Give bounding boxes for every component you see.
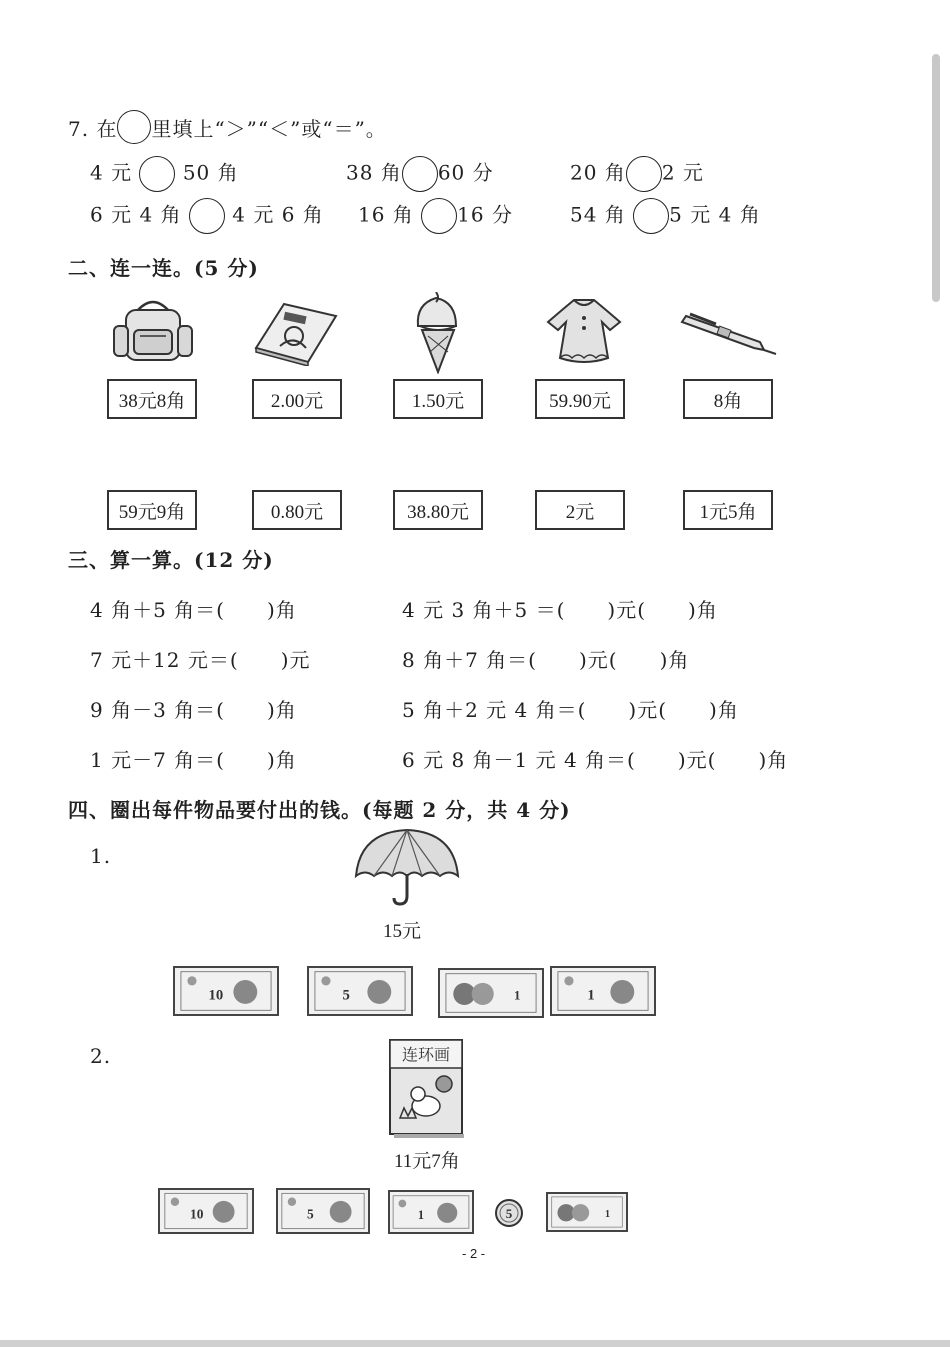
price-tag-bottom[interactable]: 2元 [535,490,625,530]
svg-text:1: 1 [605,1209,611,1221]
backpack-icon [110,296,196,366]
price-tag-bottom[interactable]: 1元5角 [683,490,773,530]
banknote-5[interactable] [307,966,413,1016]
svg-text:5: 5 [307,1206,314,1222]
calc-problem: 4 元 3 角＋5 ＝( )元( )角 [402,598,718,622]
compare-item: 4 元 50 角 [90,156,239,192]
svg-text:连环画: 连环画 [401,1045,451,1064]
compare-item: 20 角 2 元 [570,156,704,192]
price-tag-top[interactable]: 2.00元 [252,379,342,419]
section2-title: 二、连一连。(5 分) [68,256,259,280]
calc-problem: 6 元 8 角－1 元 4 角＝( )元( )角 [402,748,789,772]
banknote-1[interactable] [388,1190,474,1234]
price-tag-top[interactable]: 1.50元 [393,379,483,419]
compare-circle[interactable] [189,198,225,234]
umbrella-price: 15元 [383,921,422,942]
comic-book-price: 11元7角 [394,1151,460,1172]
compare-item: 6 元 4 角 4 元 6 角 [90,198,324,234]
price-tag-top[interactable]: 59.90元 [535,379,625,419]
compare-item: 38 角 60 分 [346,156,494,192]
svg-text:10: 10 [190,1206,204,1222]
calc-problem: 4 角＋5 角＝( )角 [90,598,297,622]
compare-circle[interactable] [421,198,457,234]
compare-circle[interactable] [626,156,662,192]
section4-title: 四、圈出每件物品要付出的钱。(每题 2 分，共 4 分) [68,798,571,822]
q4-1-number: 1. [90,844,112,868]
compare-circle[interactable] [402,156,438,192]
umbrella-icon [352,826,462,908]
price-tag-top[interactable]: 38元8角 [107,379,197,419]
price-tag-top[interactable]: 8角 [683,379,773,419]
svg-text:1: 1 [514,988,521,1003]
coin-5-jiao[interactable] [494,1198,524,1228]
svg-text:10: 10 [208,987,224,1004]
price-tag-bottom[interactable]: 0.80元 [252,490,342,530]
price-tag-bottom[interactable]: 59元9角 [107,490,197,530]
calc-problem: 5 角＋2 元 4 角＝( )元( )角 [402,698,739,722]
svg-text:5: 5 [505,1206,513,1221]
calc-problem: 7 元＋12 元＝( )元 [90,648,311,672]
q4-2-number: 2. [90,1044,112,1068]
banknote-1-old[interactable] [546,1192,628,1232]
banknote-5[interactable] [276,1188,370,1234]
price-tag-bottom[interactable]: 38.80元 [393,490,483,530]
book-icon [250,298,340,366]
section3-title: 三、算一算。(12 分) [68,548,274,572]
comic-book-icon [386,1036,466,1140]
banknote-1[interactable] [550,966,656,1016]
q7-instruction: 7. 在 里填上“＞”“＜”或“＝”。 [68,110,387,144]
svg-text:1: 1 [587,987,595,1004]
bottom-bar [0,1340,950,1347]
page-number: - 2 - [462,1246,486,1261]
svg-text:5: 5 [342,987,350,1004]
compare-circle[interactable] [633,198,669,234]
banknote-1-old[interactable] [438,968,544,1018]
dress-icon [544,296,624,366]
compare-item: 16 角 16 分 [358,198,513,234]
ice-cream-icon [410,292,466,374]
compare-item: 54 角 5 元 4 角 [570,198,761,234]
compare-circle[interactable] [139,156,175,192]
banknote-10[interactable] [173,966,279,1016]
calc-problem: 9 角－3 角＝( )角 [90,698,297,722]
banknote-10[interactable] [158,1188,254,1234]
svg-text:1: 1 [417,1207,425,1222]
calc-problem: 1 元－7 角＝( )角 [90,748,297,772]
vertical-scrollbar[interactable] [932,54,940,302]
answer-circle [117,110,151,144]
q7-number: 7. [68,117,90,141]
pen-icon [680,306,780,356]
calc-problem: 8 角＋7 角＝( )元( )角 [402,648,690,672]
